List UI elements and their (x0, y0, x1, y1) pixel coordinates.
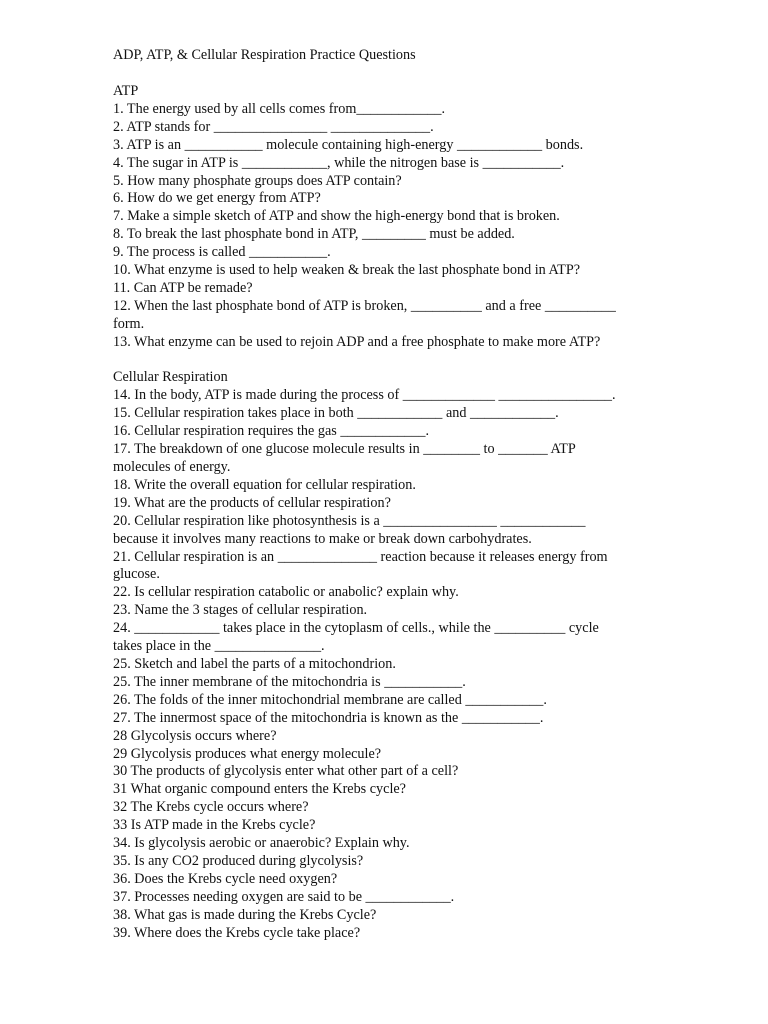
section-heading-cellular-respiration: Cellular Respiration (113, 369, 228, 386)
question-line: 32 The Krebs cycle occurs where? (113, 799, 309, 816)
question-line: 8. To break the last phosphate bond in ATP, _________ must be added. (113, 226, 515, 243)
question-line: 31 What organic compound enters the Krebs cycle? (113, 781, 406, 798)
question-line: 20. Cellular respiration like photosynthesis is a ________________ ____________ (113, 512, 586, 529)
question-line: 25. Sketch and label the parts of a mitochondrion. (113, 655, 396, 672)
question-line: 36. Does the Krebs cycle need oxygen? (113, 870, 338, 887)
question-line: 2. ATP stands for ________________ ______________. (113, 118, 434, 135)
question-line: 11. Can ATP be remade? (113, 279, 253, 296)
section-cellular-respiration (113, 369, 658, 942)
section-heading-atp: ATP (113, 83, 139, 99)
question-line: 4. The sugar in ATP is ____________, while the nitrogen base is ___________. (113, 154, 565, 171)
question-line: 10. What enzyme is used to help weaken & break the last phosphate bond in ATP? (113, 262, 581, 279)
question-line: 16. Cellular respiration requires the gas ____________. (113, 423, 429, 440)
question-line-continuation: because it involves many reactions to make or break down carbohydrates. (113, 530, 532, 547)
question-line: 6. How do we get energy from ATP? (113, 190, 321, 207)
question-line: 39. Where does the Krebs cycle take place? (113, 924, 361, 941)
question-line: 26. The folds of the inner mitochondrial membrane are called ___________. (113, 691, 547, 708)
question-line: 33 Is ATP made in the Krebs cycle? (113, 817, 316, 834)
worksheet-body (113, 83, 658, 942)
question-line: 25. The inner membrane of the mitochondria is ___________. (113, 673, 466, 690)
question-line: 35. Is any CO2 produced during glycolysis? (113, 852, 364, 869)
question-line: 19. What are the products of cellular respiration? (113, 494, 391, 511)
question-line: 37. Processes needing oxygen are said to be ____________. (113, 888, 455, 905)
question-line: 17. The breakdown of one glucose molecule results in ________ to _______ ATP (113, 441, 576, 458)
question-line: 9. The process is called ___________. (113, 244, 331, 261)
question-line: 12. When the last phosphate bond of ATP is broken, __________ and a free __________ (113, 297, 616, 314)
question-line: 22. Is cellular respiration catabolic or anabolic? explain why. (113, 584, 459, 601)
question-line: 27. The innermost space of the mitochondria is known as the ___________. (113, 709, 544, 726)
question-line: 7. Make a simple sketch of ATP and show the high-energy bond that is broken. (113, 208, 560, 225)
question-line: 1. The energy used by all cells comes from____________. (113, 100, 446, 117)
question-line: 30 The products of glycolysis enter what other part of a cell? (113, 763, 459, 780)
worksheet-title: ADP, ATP, & Cellular Respiration Practice Questions (113, 47, 416, 63)
question-line: 28 Glycolysis occurs where? (113, 727, 277, 744)
question-line: 3. ATP is an ___________ molecule containing high-energy ____________ bonds. (113, 136, 584, 153)
question-line: 21. Cellular respiration is an ______________ reaction because it releases energy from (113, 548, 608, 565)
question-line-continuation: form. (113, 315, 145, 332)
question-line: 24. ____________ takes place in the cytoplasm of cells., while the __________ cycle (113, 620, 599, 637)
question-line: 29 Glycolysis produces what energy molecule? (113, 745, 382, 762)
question-line: 5. How many phosphate groups does ATP contain? (113, 172, 402, 189)
section-atp (113, 83, 658, 352)
question-line: 34. Is glycolysis aerobic or anaerobic? Explain why. (113, 835, 410, 852)
question-line: 18. Write the overall equation for cellular respiration. (113, 476, 416, 493)
section-spacer (113, 352, 658, 370)
question-line-continuation: glucose. (113, 566, 160, 583)
question-line: 38. What gas is made during the Krebs Cycle? (113, 906, 377, 923)
question-line-continuation: takes place in the _______________. (113, 638, 325, 655)
question-line: 23. Name the 3 stages of cellular respiration. (113, 602, 368, 619)
question-line: 14. In the body, ATP is made during the process of _____________ ________________. (113, 387, 616, 404)
question-line: 15. Cellular respiration takes place in both ____________ and ____________. (113, 405, 559, 422)
question-line-continuation: molecules of energy. (113, 459, 231, 476)
question-line: 13. What enzyme can be used to rejoin ADP and a free phosphate to make more ATP? (113, 333, 601, 350)
